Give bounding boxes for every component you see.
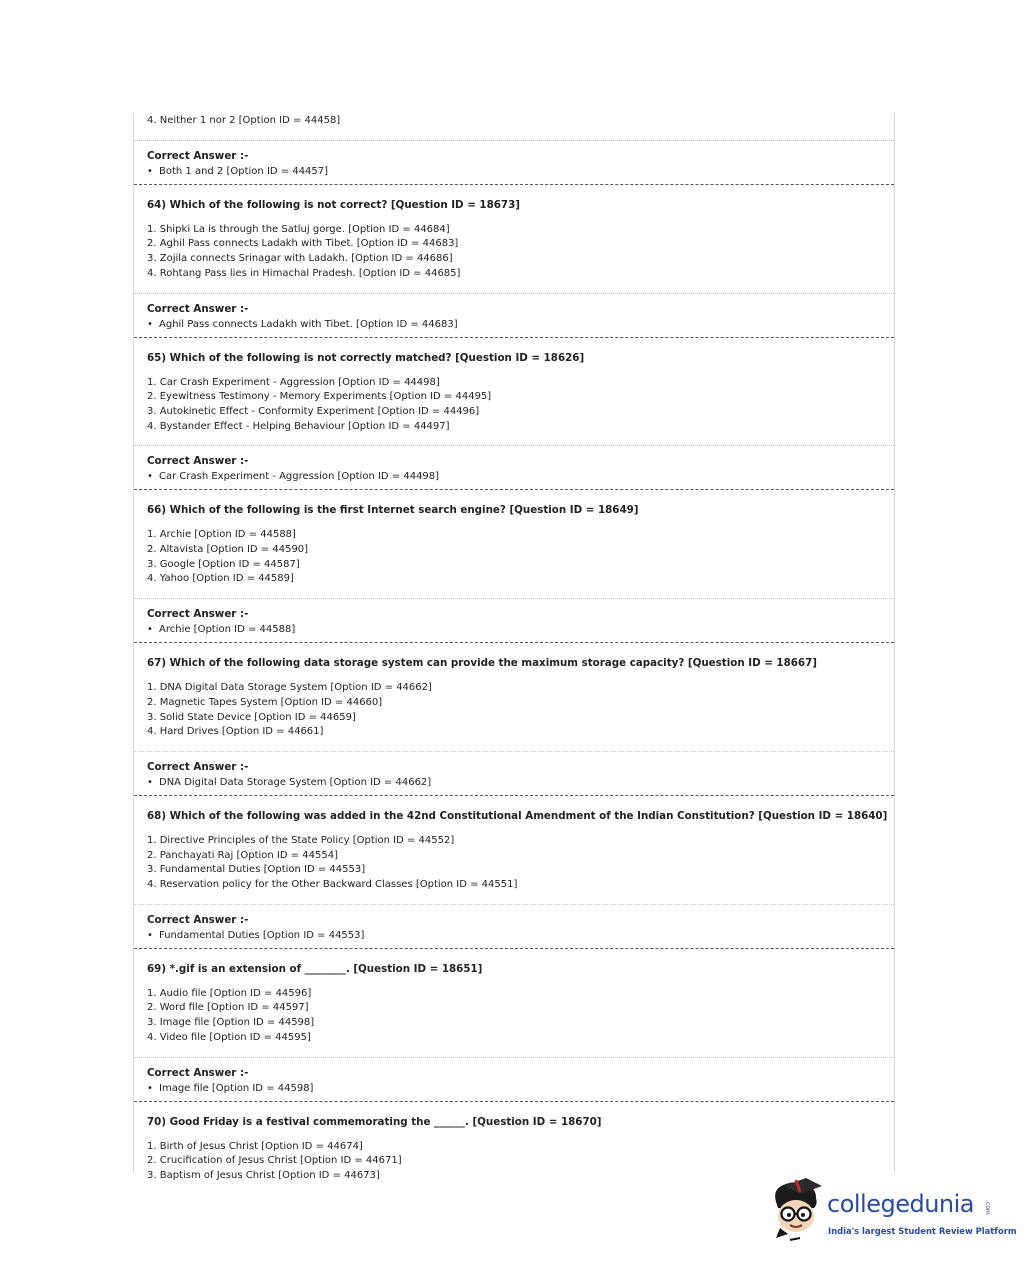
correct-answer-label: Correct Answer :- <box>147 913 249 926</box>
question-header: 66) Which of the following is the first Internet search engine? [Question ID = 18649] <box>147 504 639 517</box>
answer-block <box>134 293 894 337</box>
correct-answer <box>134 164 894 180</box>
answer-block <box>134 1057 894 1101</box>
option-line: 1. Birth of Jesus Christ [Option ID = 44674] <box>147 1140 363 1152</box>
correct-answer-text: Aghil Pass connects Ladakh with Tibet. [Option ID = 44683] <box>159 318 458 330</box>
option-line: 2. Crucification of Jesus Christ [Option ID = 44671] <box>147 1155 402 1167</box>
prev-answer-block <box>134 140 894 184</box>
option-list <box>134 987 894 1057</box>
option-line: 3. Google [Option ID = 44587] <box>147 558 300 570</box>
option-line: 3. Baptism of Jesus Christ [Option ID = 44673] <box>147 1169 380 1181</box>
answer-block <box>134 598 894 642</box>
correct-answer-text: DNA Digital Data Storage System [Option ID = 44662] <box>159 776 432 788</box>
option-list <box>134 681 894 751</box>
option-line: 2. Panchayati Raj [Option ID = 44554] <box>147 849 339 861</box>
option-line: 3. Zojila connects Srinagar with Ladakh. [Option ID = 44686] <box>147 253 453 265</box>
correct-answer-label: Correct Answer :- <box>147 608 249 621</box>
option-line: 4. Neither 1 nor 2 [Option ID = 44458] <box>147 115 341 126</box>
option-line: 2. Altavista [Option ID = 44590] <box>147 544 309 556</box>
bullet-icon: • <box>147 929 153 941</box>
correct-answer <box>134 622 894 638</box>
option-line: 1. Car Crash Experiment - Aggression [Option ID = 44498] <box>147 376 440 388</box>
option-line: 3. Solid State Device [Option ID = 44659] <box>147 711 356 723</box>
bullet-icon: • <box>147 471 153 483</box>
option-list <box>134 223 894 293</box>
correct-answer-label: Correct Answer :- <box>147 760 249 773</box>
option-line: 3. Autokinetic Effect - Conformity Experiment [Option ID = 44496] <box>147 405 480 417</box>
option-line: 2. Eyewitness Testimony - Memory Experiments [Option ID = 44495] <box>147 391 492 403</box>
correct-answer-label: Correct Answer :- <box>147 1066 249 1079</box>
correct-answer-label: Correct Answer :- <box>147 149 249 162</box>
question-header: 67) Which of the following data storage system can provide the maximum storage capacity? [Question ID = 18667] <box>147 657 817 670</box>
answer-block <box>134 904 894 948</box>
bullet-icon: • <box>147 624 153 636</box>
option-list <box>134 528 894 598</box>
option-line: 1. Archie [Option ID = 44588] <box>147 529 296 541</box>
option-line: 4. Reservation policy for the Other Backward Classes [Option ID = 44551] <box>147 879 518 891</box>
prev-question-options <box>134 113 894 140</box>
logo-tagline: India's largest Student Review Platform <box>828 1226 1017 1236</box>
option-line: 4. Hard Drives [Option ID = 44661] <box>147 726 324 738</box>
question-block <box>134 489 894 642</box>
correct-answer <box>134 317 894 333</box>
correct-answer-label: Correct Answer :- <box>147 455 249 468</box>
option-line: 4. Video file [Option ID = 44595] <box>147 1031 311 1043</box>
answer-block <box>134 751 894 795</box>
question-block <box>134 184 894 337</box>
answer-block <box>134 445 894 489</box>
option-line: 2. Magnetic Tapes System [Option ID = 44660] <box>147 696 383 708</box>
option-line: 4. Yahoo [Option ID = 44589] <box>147 573 294 585</box>
correct-answer <box>134 469 894 485</box>
option-list <box>134 376 894 446</box>
question-block <box>134 795 894 948</box>
option-line: 3. Image file [Option ID = 44598] <box>147 1017 315 1029</box>
question-header: 68) Which of the following was added in the 42nd Constitutional Amendment of the Indian Constitution? [Question ID = 18640] <box>147 809 888 822</box>
question-header: 65) Which of the following is not correctly matched? [Question ID = 18626] <box>147 351 585 364</box>
correct-answer-text: Car Crash Experiment - Aggression [Option ID = 44498] <box>159 471 440 483</box>
logo-com-text: .com <box>984 1200 991 1215</box>
option-line: 1. DNA Digital Data Storage System [Option ID = 44662] <box>147 682 432 694</box>
question-paper <box>133 113 895 1181</box>
option-line: 2. Aghil Pass connects Ladakh with Tibet. [Option ID = 44683] <box>147 238 459 250</box>
bullet-icon: • <box>147 165 153 177</box>
correct-answer <box>134 775 894 791</box>
option-line: 2. Word file [Option ID = 44597] <box>147 1002 309 1014</box>
question-list <box>134 184 894 1195</box>
correct-answer-text: Both 1 and 2 [Option ID = 44457] <box>159 165 329 177</box>
bullet-icon: • <box>147 776 153 788</box>
option-line: 3. Fundamental Duties [Option ID = 44553] <box>147 864 366 876</box>
option-line: 1. Audio file [Option ID = 44596] <box>147 987 312 999</box>
collegedunia-logo <box>766 1178 1017 1248</box>
question-header: 64) Which of the following is not correct? [Question ID = 18673] <box>147 198 520 211</box>
correct-answer-text: Image file [Option ID = 44598] <box>159 1082 314 1094</box>
correct-answer <box>134 928 894 944</box>
option-line: 4. Rohtang Pass lies in Himachal Pradesh. [Option ID = 44685] <box>147 267 461 279</box>
correct-answer-text: Archie [Option ID = 44588] <box>159 624 296 636</box>
bullet-icon: • <box>147 318 153 330</box>
question-block <box>134 337 894 490</box>
option-list <box>134 834 894 904</box>
question-header: 69) *.gif is an extension of ________. [Question ID = 18651] <box>147 962 483 975</box>
option-line: 1. Directive Principles of the State Policy [Option ID = 44552] <box>147 834 455 846</box>
option-line: 1. Shipki La is through the Satluj gorge. [Option ID = 44684] <box>147 223 450 235</box>
correct-answer-text: Fundamental Duties [Option ID = 44553] <box>159 929 365 941</box>
bullet-icon: • <box>147 1082 153 1094</box>
question-header: 70) Good Friday is a festival commemorating the ______. [Question ID = 18670] <box>147 1115 602 1128</box>
correct-answer <box>134 1081 894 1097</box>
option-line: 4. Bystander Effect - Helping Behaviour [Option ID = 44497] <box>147 420 450 432</box>
mascot-icon <box>766 1178 824 1242</box>
correct-answer-label: Correct Answer :- <box>147 302 249 315</box>
logo-brand-text: collegedunia <box>827 1190 975 1218</box>
question-block <box>134 642 894 795</box>
question-block <box>134 948 894 1101</box>
